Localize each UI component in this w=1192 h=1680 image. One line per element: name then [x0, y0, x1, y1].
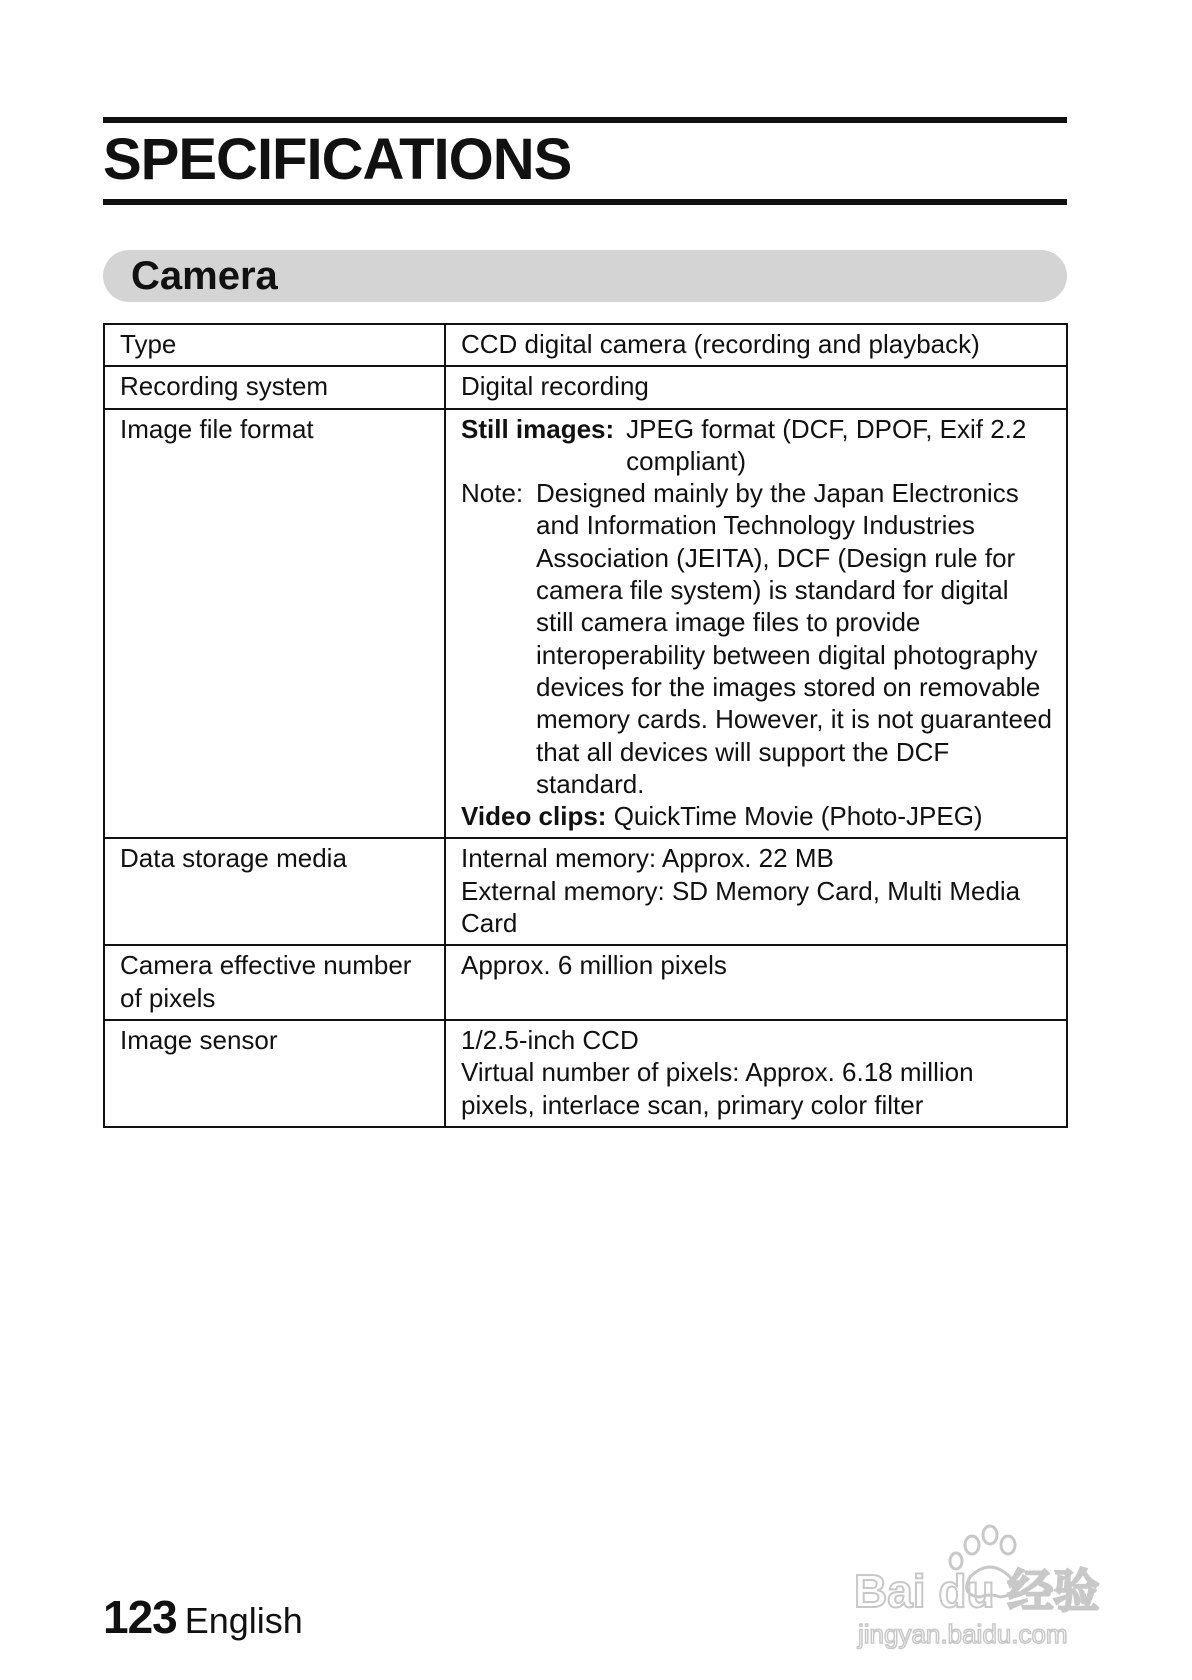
section-header-camera — [103, 250, 1067, 302]
section-title: Camera — [131, 254, 278, 298]
spec-row-effective-pixels — [104, 945, 1067, 1020]
virtual-pixels-text: Virtual number of pixels: Approx. 6.18 million pixels, interlace scan, primary color filter — [461, 1057, 974, 1120]
spec-value — [445, 409, 1067, 839]
spec-row-image-sensor — [104, 1020, 1067, 1127]
spec-row-recording-system — [104, 366, 1067, 408]
spec-row-data-storage-media — [104, 838, 1067, 945]
spec-label: Image file format — [104, 409, 445, 839]
still-images-entry — [461, 413, 1052, 478]
spec-value — [445, 838, 1067, 945]
baidu-watermark — [850, 1515, 1130, 1655]
spec-label: Image sensor — [104, 1020, 445, 1127]
spec-value: CCD digital camera (recording and playback) — [445, 324, 1067, 366]
page-title: SPECIFICATIONS — [103, 127, 572, 192]
video-clips-entry — [461, 800, 1052, 832]
watermark-logo-text: Bai du 经验 — [854, 1565, 1100, 1617]
spec-label: Type — [104, 324, 445, 366]
note-text: Designed mainly by the Japan Electronics and Information Technology Industries Association (JEITA), DCF (Design rule for camera file system) is standard for digital still camera image files to provide interoperability between digital photography devices for the images stored on removable memory cards. However, it is not guaranteed that all devices will support the DCF standard. — [536, 478, 1052, 799]
spec-label: Data storage media — [104, 838, 445, 945]
title-rule-bottom — [103, 199, 1067, 205]
external-memory-text: External memory: SD Memory Card, Multi Media Card — [461, 875, 1021, 939]
spec-value — [445, 1020, 1067, 1127]
note-label: Note: — [461, 478, 524, 509]
note-entry — [461, 477, 1052, 800]
page-language: English — [184, 1600, 303, 1641]
internal-memory-text: Internal memory: Approx. 22 MB — [461, 843, 834, 874]
baidu-paw-icon — [850, 1515, 1130, 1655]
video-clips-label: Video clips: — [461, 801, 607, 832]
spec-value: Digital recording — [445, 366, 1067, 408]
still-images-label: Still images: — [461, 413, 615, 444]
page-footer — [103, 1590, 303, 1644]
spec-label: Recording system — [104, 366, 445, 408]
page-number: 123 — [103, 1591, 177, 1643]
specifications-table — [103, 323, 1068, 1128]
watermark-url-text: jingyan.baidu.com — [858, 1619, 1068, 1649]
video-clips-value: QuickTime Movie (Photo-JPEG) — [613, 801, 983, 832]
spec-row-type — [104, 324, 1067, 366]
spec-value: Approx. 6 million pixels — [445, 945, 1067, 1020]
still-images-value: JPEG format (DCF, DPOF, Exif 2.2 compliant) — [626, 413, 1027, 476]
sensor-size-text: 1/2.5-inch CCD — [461, 1024, 639, 1055]
spec-row-image-file-format — [104, 409, 1067, 839]
spec-label: Camera effective number of pixels — [104, 945, 445, 1020]
title-rule-top — [103, 117, 1067, 123]
